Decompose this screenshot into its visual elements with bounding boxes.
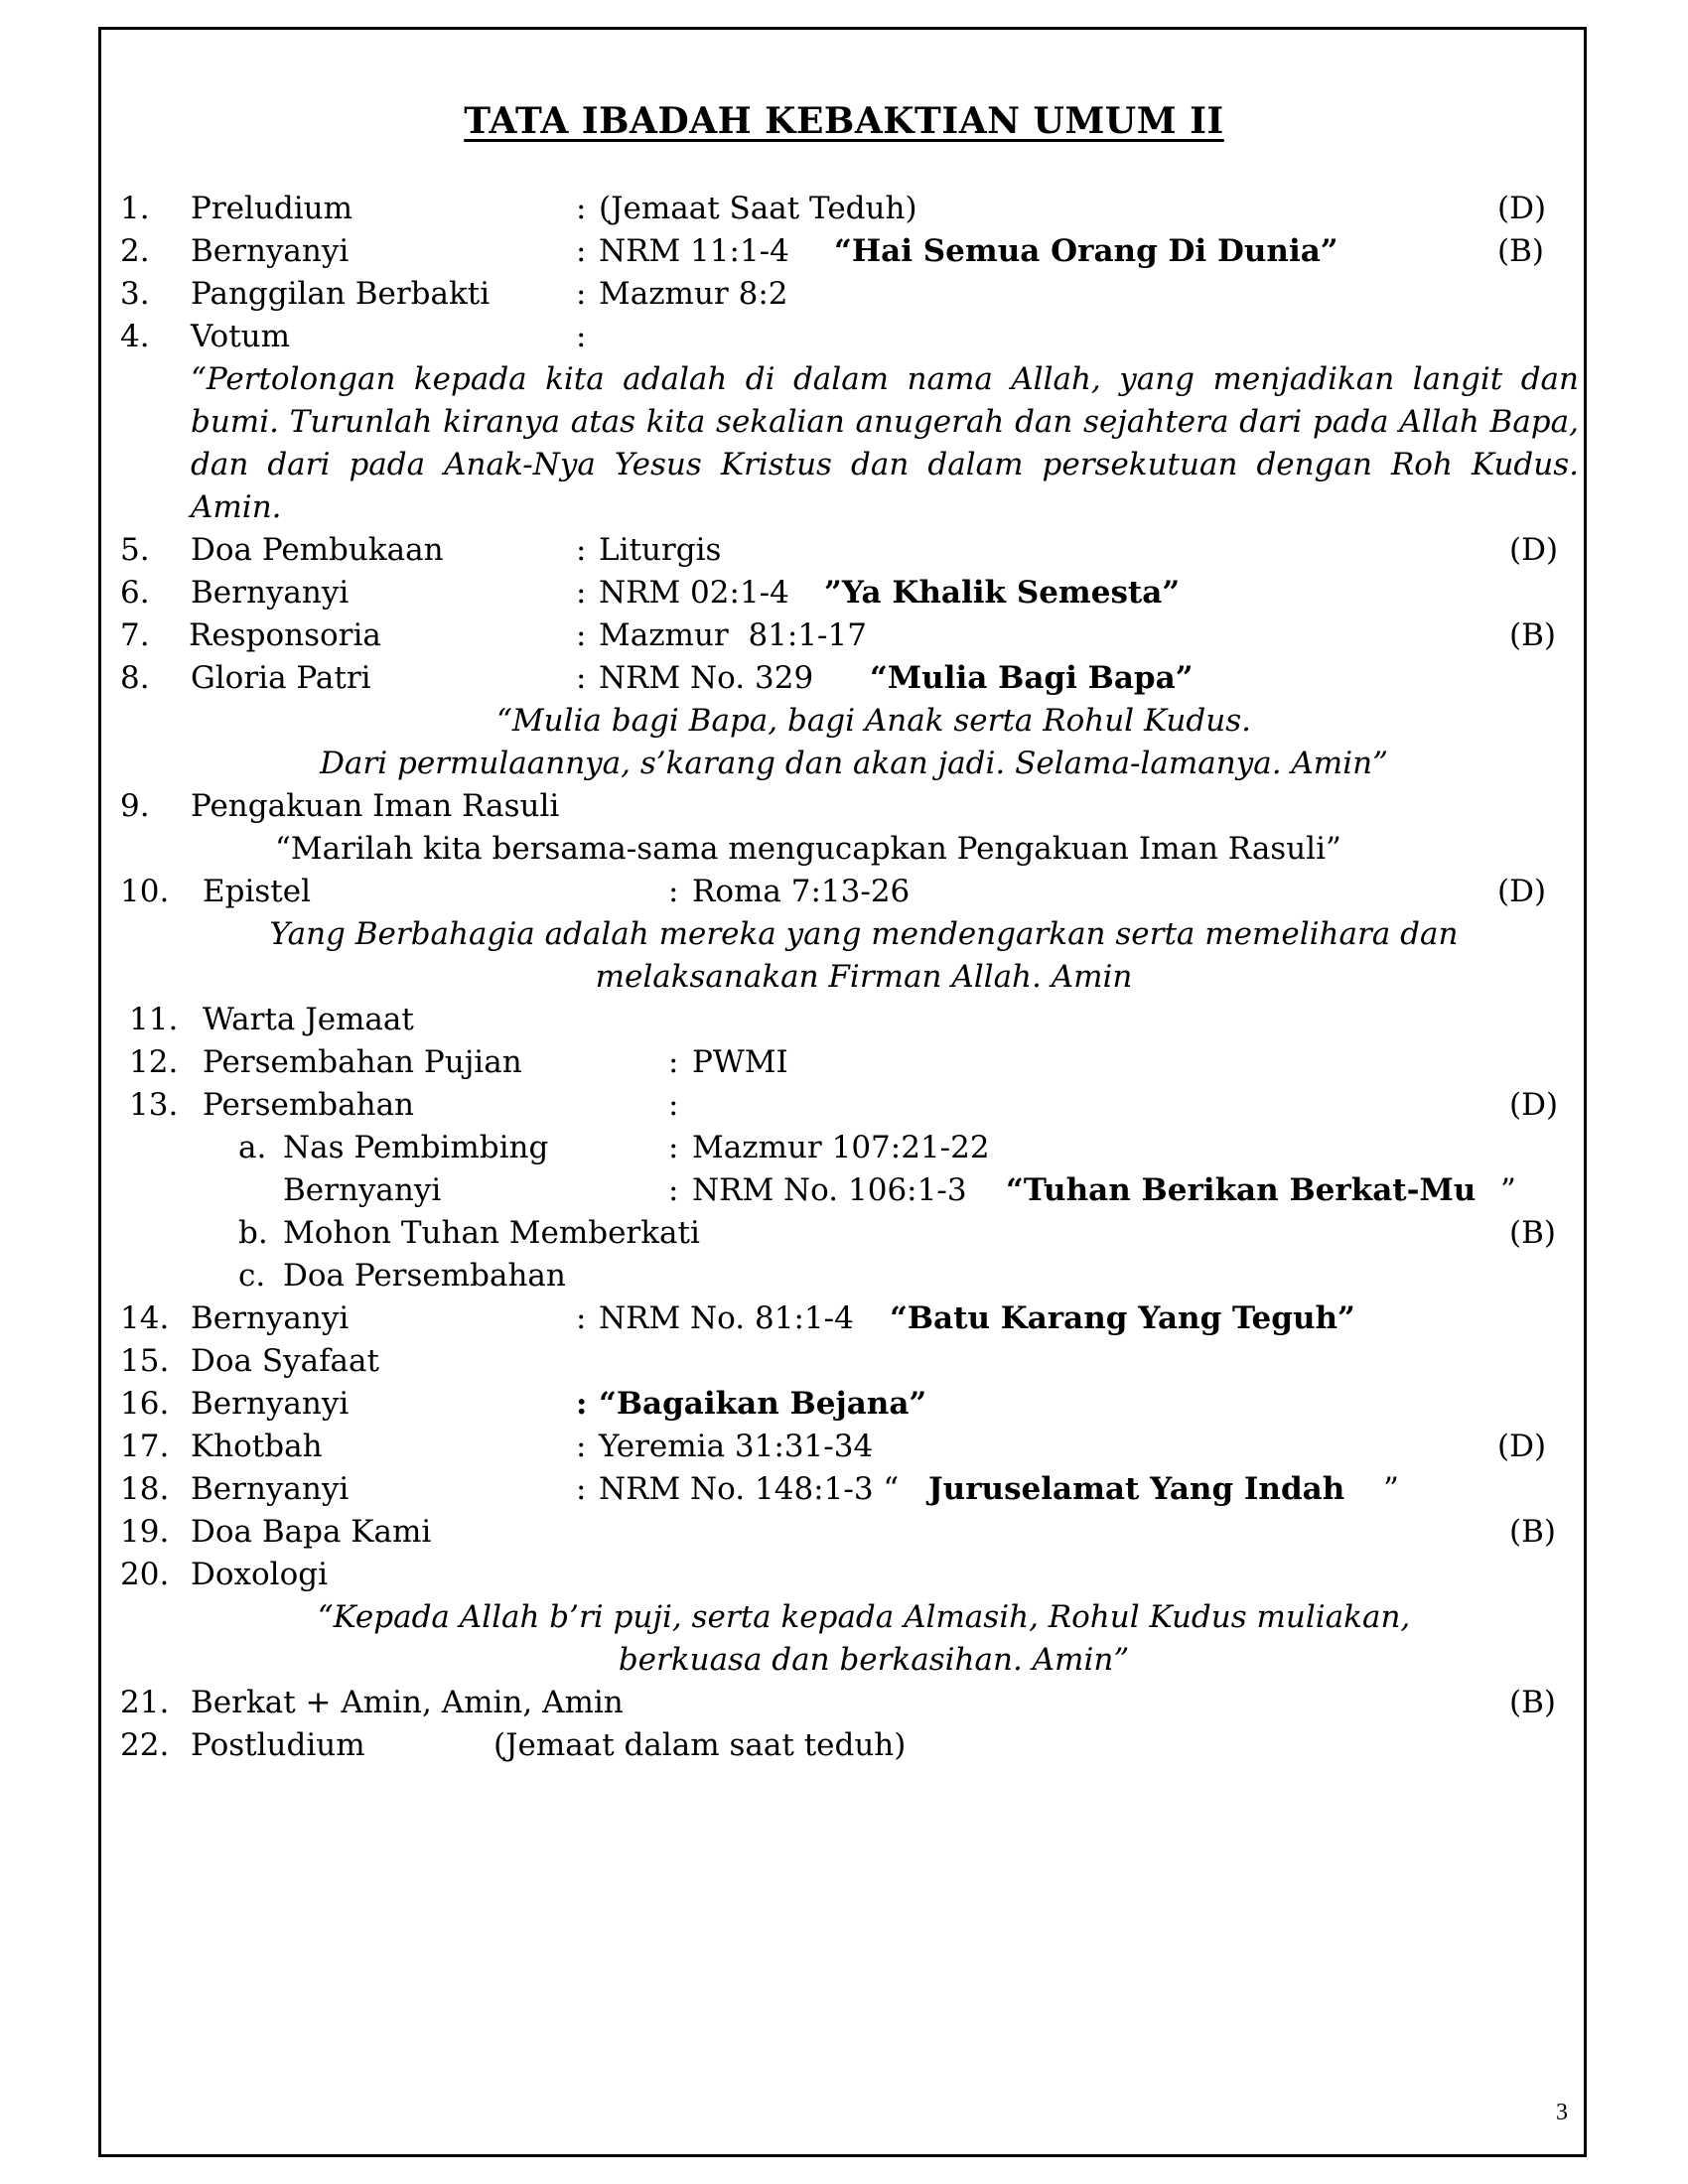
list-item: [0, 1383, 1688, 1425]
list-item: [0, 1426, 1688, 1467]
item-number: 21.: [120, 1685, 170, 1720]
song-title: ”Ya Khalik Semesta”: [824, 575, 1181, 611]
item-label: Doa Persembahan: [283, 1258, 566, 1294]
item-label: Nas Pembimbing: [283, 1130, 549, 1165]
song-title: “Bagaikan Bejana”: [599, 1386, 927, 1422]
item-number: 13.: [129, 1087, 179, 1123]
list-item: [0, 1297, 1688, 1339]
item-label: Bernyanyi: [191, 1471, 350, 1507]
item-value: Roma 7:13-26: [692, 874, 911, 909]
list-item: [0, 657, 1688, 699]
gloria-line: Dari permulaannya, s’karang dan akan jadi. Selama-lamanya. Amin”: [320, 746, 1388, 781]
item-code: (D): [1509, 1087, 1559, 1123]
item-label: Gloria Patri: [191, 660, 371, 696]
song-quote-end: ”: [1383, 1471, 1399, 1507]
list-item: [0, 1084, 1688, 1126]
item-number: 15.: [120, 1343, 170, 1379]
list-item: [0, 1468, 1688, 1510]
item-label: Bernyanyi: [191, 1386, 350, 1422]
item-colon: :: [576, 1300, 587, 1336]
item-colon: :: [668, 1172, 679, 1208]
item-code: (B): [1497, 233, 1544, 269]
list-item: [0, 1255, 1688, 1297]
item-label: Epistel: [203, 874, 312, 909]
iman-text: “Marilah kita bersama-sama mengucapkan Pengakuan Iman Rasuli”: [275, 831, 1341, 867]
item-colon: :: [576, 617, 587, 653]
list-item: [0, 1041, 1688, 1083]
list-item: [0, 871, 1688, 912]
list-item: [0, 999, 1688, 1040]
song-title: “Mulia Bagi Bapa”: [870, 660, 1194, 696]
item-number: 19.: [120, 1514, 170, 1550]
item-value: Mazmur 8:2: [599, 276, 788, 312]
item-number: 12.: [129, 1044, 179, 1080]
item-number: b.: [238, 1215, 268, 1251]
item-label: Postludium: [191, 1727, 365, 1763]
item-value: NRM No. 81:1-4: [599, 1300, 854, 1336]
item-colon: :: [668, 1130, 679, 1165]
list-item: [0, 529, 1688, 571]
list-item: [0, 572, 1688, 614]
item-label: Berkat + Amin, Amin, Amin: [191, 1685, 624, 1720]
item-colon: :: [576, 575, 587, 611]
list-item: [0, 1724, 1688, 1766]
song-title: “Tuhan Berikan Berkat-Mu: [1006, 1172, 1477, 1208]
item-number: 2.: [120, 233, 150, 269]
item-code: (D): [1497, 191, 1547, 226]
list-item: [0, 188, 1688, 229]
item-label: Votum: [191, 319, 291, 354]
item-code: (D): [1509, 532, 1559, 568]
item-number: 16.: [120, 1386, 170, 1422]
item-number: 20.: [120, 1557, 170, 1592]
item-value: Yeremia 31:31-34: [599, 1429, 874, 1464]
item-label: Pengakuan Iman Rasuli: [191, 788, 560, 824]
iman-line: [0, 828, 1688, 870]
item-number: 17.: [120, 1429, 170, 1464]
item-value: NRM No. 329: [599, 660, 814, 696]
item-colon: :: [576, 276, 587, 312]
item-colon: :: [576, 1386, 588, 1422]
item-colon: :: [576, 319, 587, 354]
item-number: 7.: [120, 617, 150, 653]
item-value: NRM 11:1-4: [599, 233, 789, 269]
item-value: NRM 02:1-4: [599, 575, 789, 611]
item-label: Bernyanyi: [191, 1300, 350, 1336]
item-colon: :: [576, 532, 587, 568]
song-title: Juruselamat Yang Indah: [928, 1471, 1345, 1507]
list-item: [0, 614, 1688, 656]
item-colon: :: [668, 1087, 679, 1123]
item-number: 1.: [120, 191, 150, 226]
item-label: Persembahan Pujian: [203, 1044, 522, 1080]
item-colon: :: [576, 233, 587, 269]
item-number: 11.: [129, 1002, 179, 1037]
item-number: 5.: [120, 532, 150, 568]
item-code: (D): [1497, 874, 1547, 909]
item-value: Liturgis: [599, 532, 722, 568]
item-colon: :: [576, 1471, 587, 1507]
item-number: 3.: [120, 276, 150, 312]
list-item: [0, 1340, 1688, 1382]
votum-text: “Pertolongan kepada kita adalah di dalam nama Allah, yang menjadikan langit dan bumi. Turunlah kiranya atas kita sekalian anugerah dan sejahtera dari pada Allah Bapa, dan dari pada Anak-Nya Yesus Kristus dan dalam persekutuan dengan Roh Kudus. Amin.: [191, 361, 1579, 525]
item-value: NRM No. 148:1-3 “: [599, 1471, 900, 1507]
list-item: [0, 1554, 1688, 1595]
item-label: Mohon Tuhan Memberkati: [283, 1215, 700, 1251]
page-number: 3: [1556, 2100, 1568, 2125]
item-label: Doxologi: [191, 1557, 329, 1592]
item-label: Warta Jemaat: [203, 1002, 414, 1037]
item-value: Mazmur 107:21-22: [692, 1130, 990, 1165]
item-number: c.: [238, 1258, 266, 1294]
item-value: PWMI: [692, 1044, 788, 1080]
item-number: 14.: [120, 1300, 170, 1336]
item-label: Doa Bapa Kami: [191, 1514, 432, 1550]
item-value: (Jemaat dalam saat teduh): [493, 1727, 907, 1763]
item-label: Bernyanyi: [283, 1172, 442, 1208]
item-label: Doa Syafaat: [191, 1343, 379, 1379]
item-number: 6.: [120, 575, 150, 611]
item-colon: :: [576, 191, 587, 226]
song-title: “Batu Karang Yang Teguh”: [890, 1300, 1355, 1336]
list-item: [0, 230, 1688, 272]
song-title: “Hai Semua Orang Di Dunia”: [834, 233, 1338, 269]
item-label: Doa Pembukaan: [191, 532, 444, 568]
item-colon: :: [576, 1429, 587, 1464]
gloria-line: “Mulia bagi Bapa, bagi Anak serta Rohul Kudus.: [496, 703, 1251, 739]
item-number: 22.: [120, 1727, 170, 1763]
item-code: (B): [1509, 1685, 1556, 1720]
list-item: [0, 785, 1688, 827]
item-value: NRM No. 106:1-3: [692, 1172, 967, 1208]
item-number: 4.: [120, 319, 150, 354]
epistel-line: Yang Berbahagia adalah mereka yang mendengarkan serta memelihara dan: [269, 916, 1459, 952]
list-item: [0, 1127, 1688, 1168]
song-quote-end: ”: [1500, 1172, 1516, 1208]
item-colon: :: [668, 1044, 679, 1080]
doxologi-line: berkuasa dan berkasihan. Amin”: [618, 1642, 1130, 1678]
item-label: Responsoria: [189, 617, 381, 653]
item-code: (D): [1497, 1429, 1547, 1464]
list-item: [0, 1212, 1688, 1254]
list-item: [0, 273, 1688, 315]
item-label: Panggilan Berbakti: [191, 276, 491, 312]
item-label: Bernyanyi: [191, 233, 350, 269]
item-label: Persembahan: [203, 1087, 415, 1123]
item-code: (B): [1509, 1514, 1556, 1550]
doxologi-line: “Kepada Allah b’ri puji, serta kepada Almasih, Rohul Kudus muliakan,: [317, 1599, 1411, 1635]
item-code: (B): [1509, 1215, 1556, 1251]
list-item: [0, 1682, 1688, 1723]
list-item: [0, 1511, 1688, 1553]
item-value: Mazmur 81:1-17: [599, 617, 867, 653]
epistel-line: melaksanakan Firman Allah. Amin: [595, 959, 1133, 995]
item-label: Khotbah: [191, 1429, 323, 1464]
item-label: Preludium: [191, 191, 353, 226]
item-colon: :: [668, 874, 679, 909]
item-number: 10.: [120, 874, 170, 909]
list-item: [0, 1169, 1688, 1211]
item-value: (Jemaat Saat Teduh): [599, 191, 917, 226]
item-number: 9.: [120, 788, 150, 824]
item-number: a.: [238, 1130, 267, 1165]
item-number: 8.: [120, 660, 150, 696]
item-colon: :: [576, 660, 587, 696]
item-number: 18.: [120, 1471, 170, 1507]
list-item: [0, 316, 1688, 357]
item-code: (B): [1509, 617, 1556, 653]
item-label: Bernyanyi: [191, 575, 350, 611]
page-title: TATA IBADAH KEBAKTIAN UMUM II: [464, 100, 1224, 142]
